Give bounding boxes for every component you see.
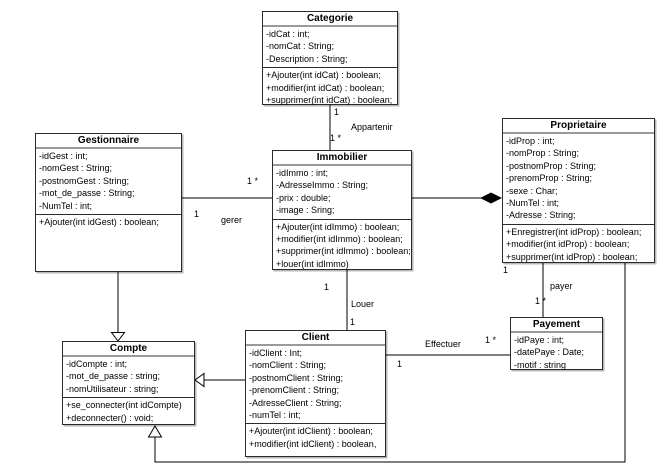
class-member: -postnomProp : String; [506, 160, 597, 171]
mult-gerer-immobilier: 1 * [247, 176, 259, 186]
class-member: -idImmo : int; [276, 168, 329, 178]
association-label-payer: payer [550, 281, 573, 291]
class-member: -AdresseClient : String; [249, 397, 342, 408]
class-member: -mot_de_passe : String; [39, 188, 135, 199]
association-label-appartenir: Appartenir [351, 122, 393, 132]
class-member: +modifier(int idCat) : boolean; [266, 82, 385, 93]
class-member: -idPaye : int; [514, 335, 565, 345]
class-attributes [263, 27, 397, 68]
mult-louer-client: 1 [350, 317, 356, 327]
class-member: -postnomGest : String; [39, 175, 130, 186]
mult-payer-proprietaire: 1 [503, 265, 509, 275]
class-member: +supprimer(int idImmo) : boolean; [276, 246, 411, 257]
class-member: +modifier(int idImmo) : boolean; [276, 234, 403, 245]
class-title: Compte [63, 342, 194, 357]
class-proprietaire [502, 118, 655, 263]
class-title: Payement [511, 318, 602, 333]
class-methods [36, 215, 181, 271]
association-label-gerer: gerer [221, 215, 243, 225]
class-title: Categorie [263, 12, 397, 27]
class-member: -idProp : int; [506, 136, 555, 146]
mult-louer-immobilier: 1 [324, 282, 330, 292]
class-title: Gestionnaire [36, 134, 181, 149]
class-methods [273, 220, 411, 273]
class-member: -idCat : int; [266, 29, 310, 39]
class-methods [263, 68, 397, 108]
association-label-effectuer: Effectuer [425, 339, 461, 349]
class-member: -nomClient : String; [249, 360, 327, 371]
class-member: -nomGest : String; [39, 163, 113, 174]
class-member: +supprimer(int idProp) : boolean; [506, 251, 638, 262]
class-member: -postnomClient : String; [249, 372, 344, 383]
class-member: -idGest : int; [39, 151, 88, 161]
class-member: -nomUtilisateur : string; [66, 383, 159, 394]
class-categorie [262, 11, 398, 105]
mult-appartenir-immobilier: 1 * [330, 133, 342, 143]
mult-appartenir-categorie: 1 [334, 107, 340, 117]
class-attributes [273, 166, 411, 220]
class-member: -mot_de_passe : string; [66, 371, 161, 382]
class-member: +Ajouter(int idClient) : boolean; [249, 426, 373, 437]
class-member: -Description : String; [266, 53, 348, 64]
association-label-louer: Louer [351, 299, 375, 309]
generalization-triangle-left-icon [195, 374, 204, 387]
class-client [245, 330, 386, 457]
class-member: -idCompte : int; [66, 359, 128, 369]
class-member: -sexe : Char; [506, 185, 558, 196]
class-member: +se_connecter(int idCompte) [66, 400, 182, 411]
class-member: -NumTel : int; [39, 200, 93, 211]
class-attributes [246, 346, 385, 424]
class-member: -prenomClient : String; [249, 385, 340, 396]
class-methods [503, 225, 654, 265]
mult-gerer-gestionnaire: 1 [194, 209, 200, 219]
generalization-triangle-up-icon [149, 426, 162, 437]
class-immobilier [272, 150, 412, 270]
mult-effectuer-payement: 1 * [485, 335, 497, 345]
class-attributes [511, 333, 602, 373]
class-member: +Ajouter(int idGest) : boolean; [39, 217, 159, 228]
class-member: -nomCat : String; [266, 41, 335, 52]
class-attributes [63, 357, 194, 398]
class-methods [63, 398, 194, 426]
class-member: -AdresseImmo : String; [276, 180, 369, 191]
mult-payer-payement: 1 * [535, 296, 547, 306]
class-member: -idClient : Int; [249, 348, 303, 358]
class-attributes [36, 149, 181, 215]
class-member: -datePaye : Date; [514, 347, 585, 358]
class-member: +louer(int idImmo) [276, 258, 349, 269]
class-attributes [503, 134, 654, 225]
class-member: -nomProp : String; [506, 148, 580, 159]
class-member: -numTel : int; [249, 410, 301, 421]
class-methods [246, 424, 385, 456]
class-compte [62, 341, 195, 425]
class-title: Proprietaire [503, 119, 654, 134]
class-member: -NumTel : int; [506, 198, 560, 209]
composition-diamond-icon [480, 193, 502, 204]
class-title: Client [246, 331, 385, 346]
class-member: +Ajouter(int idImmo) : boolean; [276, 221, 400, 232]
class-title: Immobilier [273, 151, 411, 166]
class-member: -prenomProp : String; [506, 173, 593, 184]
class-member: +Enregistrer(int idProp) : boolean; [506, 226, 642, 237]
class-member: +Ajouter(int idCat) : boolean; [266, 70, 381, 81]
class-member: -motif : string [514, 359, 567, 370]
class-member: -Adresse : String; [506, 210, 576, 221]
class-member: +supprimer(int idCat) : boolean; [266, 95, 393, 106]
class-member: +modifier(int idProp) : boolean; [506, 239, 630, 250]
class-member: +deconnecter() : void; [66, 412, 154, 423]
generalization-triangle-down-icon [112, 333, 125, 342]
class-gestionnaire [35, 133, 182, 272]
class-member: -image : Sring; [276, 205, 335, 216]
class-member: +modifier(int idClient) : boolean, [249, 438, 377, 449]
class-member: -prix : double; [276, 192, 331, 203]
mult-effectuer-client: 1 [397, 359, 403, 369]
class-payement [510, 317, 603, 370]
